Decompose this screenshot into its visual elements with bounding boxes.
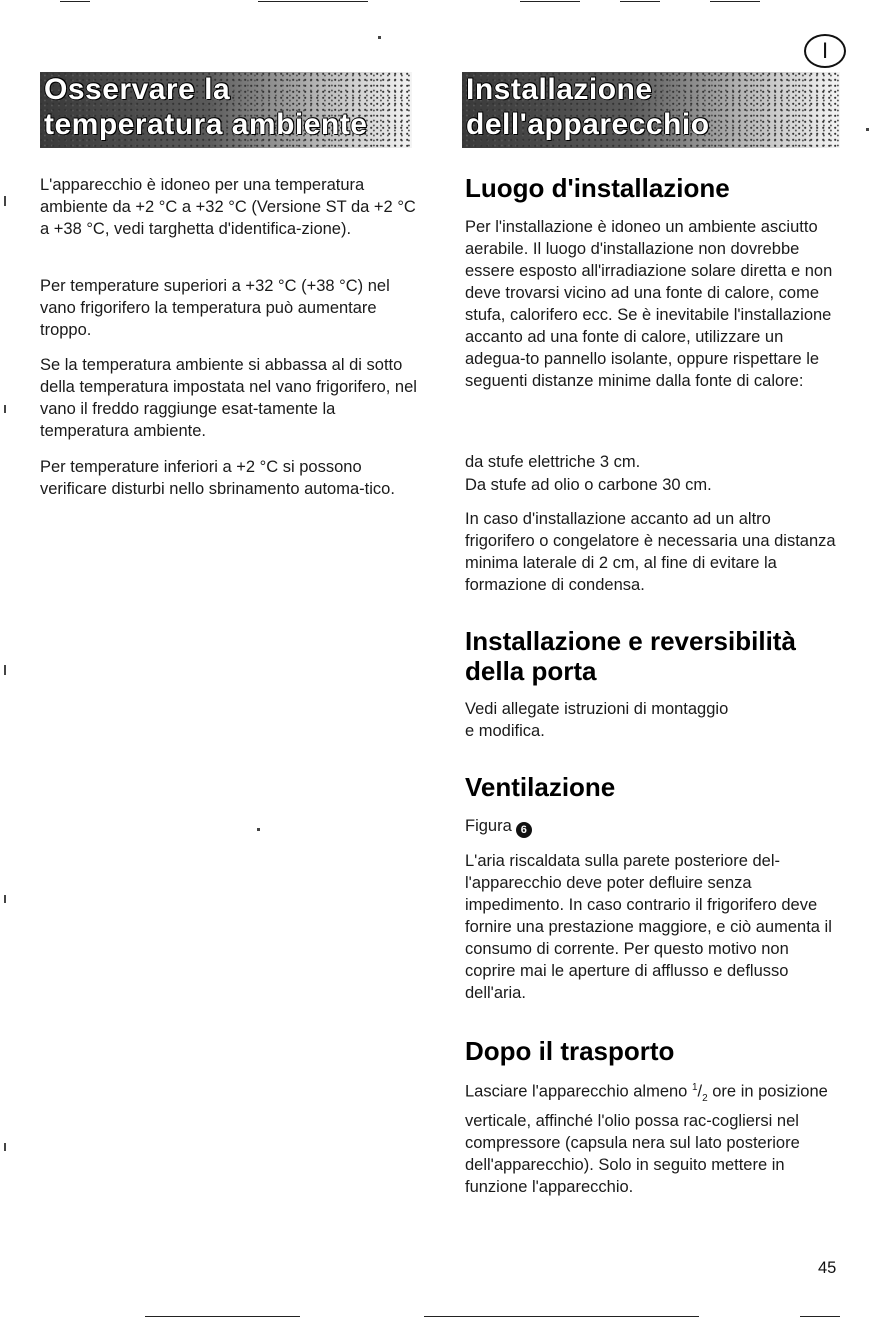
paragraph-temperatura-range: L'apparecchio è idoneo per una temperatura ambiente da +2 °C a +32 °C (Versione ST da +2 °C a +38 °C, vedi targhetta d'identifica-zione). xyxy=(40,176,416,238)
paragraph-altro-frigorifero: In caso d'installazione accanto ad un altro frigorifero o congelatore è necessaria una distanza minima laterale di 2 cm, al fine di evitare la formazione di condensa. xyxy=(465,510,836,594)
scan-rule-top-1 xyxy=(60,1,90,2)
section-banner-installazione xyxy=(462,72,840,148)
paragraph-distanza-stufe-olio: Da stufe ad olio o carbone 30 cm. xyxy=(465,476,712,494)
scan-speck xyxy=(4,895,6,903)
paragraph-ventilazione: L'aria riscaldata sulla parete posteriore del-l'apparecchio deve poter defluire senza impedimento. In caso contrario il frigorifero deve fornire una prestazione maggiore, e ciò aumenta il consumo di corrente. Per questo motivo non coprire mai le aperture di afflusso e deflusso dell'aria. xyxy=(465,852,832,1002)
scan-speck xyxy=(866,128,869,131)
banner-line-1: Installazione xyxy=(466,73,653,106)
banner-line-2: dell'apparecchio xyxy=(466,108,710,141)
paragraph-temperatura-inferiori: Per temperature inferiori a +2 °C si possono verificare disturbi nello sbrinamento automa-tico. xyxy=(40,458,395,498)
scan-rule-top-3 xyxy=(520,1,580,2)
paragraph-dopo-trasporto: Lasciare l'apparecchio almeno $^1/_2$ ore in posizione verticale, affinché l'olio possa rac-cogliersi nel compressore (capsula nera sul lato posteriore dell'apparecchio). Solo in seguito mettere in funzione l'apparecchio. xyxy=(465,1082,828,1196)
banner-line-2: temperatura ambiente xyxy=(44,108,368,141)
page-number: 45 xyxy=(818,1259,837,1277)
scan-rule-top-2 xyxy=(258,1,368,2)
scan-rule-bottom-1 xyxy=(145,1316,300,1317)
fraction-denominator: 2 xyxy=(702,1092,708,1104)
figure-label: Figura xyxy=(465,817,512,835)
figure-number-badge: 6 xyxy=(516,822,532,838)
section-banner-temperatura xyxy=(40,72,412,148)
scan-rule-bottom-2 xyxy=(424,1316,699,1317)
paragraph-distanza-stufe-elettriche: da stufe elettriche 3 cm. xyxy=(465,453,641,471)
scan-speck xyxy=(257,828,260,831)
heading-dopo-trasporto: Dopo il trasporto xyxy=(465,1036,675,1066)
scan-rule-top-4 xyxy=(620,1,660,2)
heading-reversibilita-porta-2: della porta xyxy=(465,656,597,686)
paragraph-istruzioni-montaggio-2: e modifica. xyxy=(465,722,545,740)
scan-speck xyxy=(378,36,381,39)
fraction-numerator: 1 xyxy=(691,1082,698,1093)
heading-luogo-installazione: Luogo d'installazione xyxy=(465,173,730,203)
paragraph-luogo: Per l'installazione è idoneo un ambiente asciutto aerabile. Il luogo d'installazione non dovrebbe essere esposto all'irradiazione solare diretta e non deve trovarsi vicino ad una fonte di calore, come stufa, calorifero ecc. Se è inevitabile l'installazione accanto ad una fonte di calore, utilizzare un adegua-to pannello isolante, oppure rispettare le seguenti distanze minime dalla fonte di calore: xyxy=(465,218,833,390)
trasporto-text-start: Lasciare l'apparecchio almeno xyxy=(465,1082,692,1101)
scan-speck xyxy=(4,405,6,413)
paragraph-temperatura-superiori: Per temperature superiori a +32 °C (+38 °C) nel vano frigorifero la temperatura può aumentare troppo. xyxy=(40,277,390,339)
paragraph-temperatura-ambiente-bassa: Se la temperatura ambiente si abbassa al di sotto della temperatura impostata nel vano frigorifero, nel vano il freddo raggiunge esat-tamente la temperatura ambiente. xyxy=(40,356,417,440)
scan-speck xyxy=(4,1143,6,1151)
language-badge: I xyxy=(804,34,846,68)
trasporto-text-end: ore in posizione verticale, affinché l'olio possa rac-cogliersi nel compressore (capsula nera sul lato posteriore dell'apparecchio). Solo in seguito mettere in funzione l'apparecchio. xyxy=(465,1082,828,1196)
banner-line-1: Osservare la xyxy=(44,73,231,106)
figure-reference xyxy=(465,815,843,838)
scan-rule-bottom-3 xyxy=(800,1316,840,1317)
heading-reversibilita-porta-1: Installazione e reversibilità xyxy=(465,626,796,656)
paragraph-istruzioni-montaggio-1: Vedi allegate istruzioni di montaggio xyxy=(465,700,729,718)
scan-speck xyxy=(4,196,6,206)
scan-rule-top-5 xyxy=(710,1,760,2)
heading-ventilazione: Ventilazione xyxy=(465,772,616,802)
scan-speck xyxy=(4,665,6,675)
